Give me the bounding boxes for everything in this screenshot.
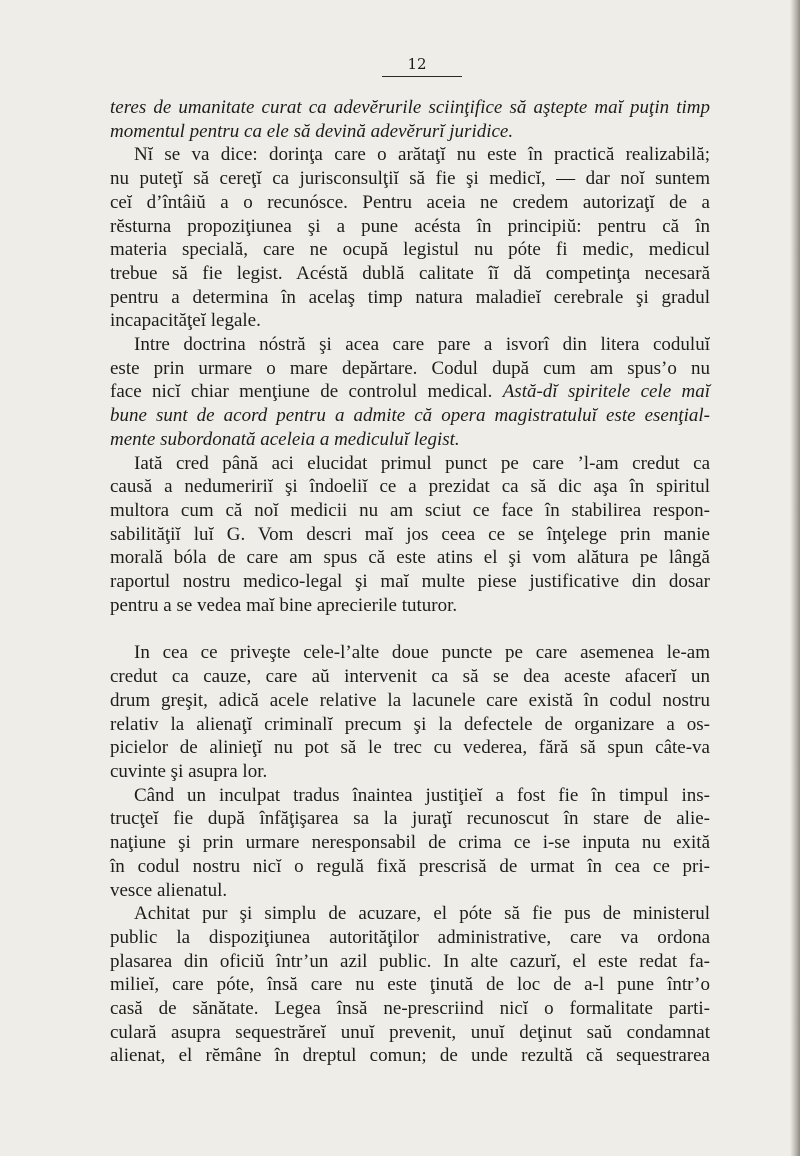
text-line-italic: Astă-dĭ spiritele cele maĭ	[502, 381, 710, 403]
text-line: momentul pentru ca ele să devină adevĕrurĭ juridice.	[110, 120, 514, 142]
text-line: în codul nostru nicĭ o regulă fixă prescrisă de urmat în cea ce pri-	[110, 855, 710, 877]
text-line: raportul nostru medico-legal şi maĭ multe piese justificative din dosar	[110, 571, 710, 593]
text-line: Achitat pur şi simplu de acuzare, el póte să fie pus de ministerul	[134, 903, 710, 925]
page-number: 12	[407, 55, 427, 73]
text-line	[110, 380, 710, 404]
page-edge-shadow	[790, 0, 800, 1156]
paragraph-gap	[110, 617, 710, 641]
text-line: casă de sănătate. Legea însă ne-prescriind nicĭ o formalitate parti-	[110, 998, 710, 1020]
text-line: trucţeĭ fie după înfăţişarea sa la juraţĭ recunoscut în stare de alie-	[110, 808, 710, 830]
text-line: trebue să fie legist. Acéstă dublă calitate îĭ dă competinţa necesară	[110, 262, 710, 284]
text-line: credut ca cauze, care aŭ intervenit ca să se dea aceste afacerĭ un	[110, 666, 710, 688]
text-line: ceĭ d’întâiŭ a o recunósce. Pentru aceia ne credem autorizaţĭ de a	[110, 191, 710, 213]
text-line: incapacităţeĭ legale.	[110, 310, 261, 332]
body-text	[110, 96, 710, 1068]
text-line: materia specială, care ne ocupă legistul nu póte fi medic, medicul	[110, 239, 710, 261]
text-line: teres de umanitate curat ca adevĕrurile sciinţifice să aştepte maĭ puţin timp	[110, 97, 710, 118]
text-line: vesce alienatul.	[110, 879, 228, 901]
text-line: Intre doctrina nóstră şi acea care pare a isvorî din litera coduluĭ	[134, 334, 710, 356]
text-line: cuvinte şi asupra lor.	[110, 760, 268, 782]
text-line: este prin urmare o mare depărtare. Codul după cum am spus’o nu	[110, 357, 710, 379]
text-line: Iată cred până aci elucidat primul punct pe care ’l-am credut ca	[134, 452, 710, 474]
text-line: Când un inculpat tradus înaintea justiţieĭ a fost fie în timpul ins-	[134, 784, 710, 806]
text-line: mente subordonată aceleia a mediculuĭ legist.	[110, 428, 460, 450]
text-line: plasarea din oficiŭ într’un azil public. In alte cazurĭ, el este redat fa-	[110, 950, 710, 972]
header-rule	[382, 76, 462, 77]
text-line: bune sunt de acord pentru a admite că opera magistratuluĭ este esenţial-	[110, 405, 710, 427]
text-line: relativ la alienaţĭ criminalĭ precum şi la defectele de organizare a os-	[110, 713, 710, 735]
text-line: nu puteţĭ să cereţĭ ca jurisconsulţiĭ să fie şi medicĭ, — dar noĭ suntem	[110, 168, 710, 190]
text-line: naţiune şi prin urmare neresponsabil de crima ce i-se inputa nu exită	[110, 832, 710, 854]
text-line: Nĭ se va dice: dorinţa care o arătaţĭ nu este în practică realizabilă;	[134, 144, 710, 166]
text-line: causă a nedumeririĭ şi îndoeliĭ ce a prezidat ca să dic aşa în spiritul	[110, 476, 710, 498]
text-line: milieĭ, care póte, însă care nu este ţinută de loc de a-l pune într’o	[110, 974, 710, 996]
text-line: picielor de alinieţĭ nu pot să le trec cu vederea, fără să spun câte-va	[110, 737, 710, 759]
text-line: sabilităţiĭ luĭ G. Vom descri maĭ jos ceea ce se înţelege prin manie	[110, 523, 710, 545]
text-line: pentru a determina în acelaş timp natura maladieĭ cerebrale şi gradul	[110, 286, 710, 308]
text-line: public la dispoziţiunea autorităţilor administrative, care va ordona	[110, 926, 710, 948]
text-line: pentru a se vedea maĭ bine aprecierile tuturor.	[110, 594, 458, 616]
text-line: drum greşit, adică acele relative la lacunele care există în codul nostru	[110, 689, 710, 711]
text-line: rĕsturna propoziţiunea şi a pune acésta în principiŭ: pentru că în	[110, 215, 710, 237]
text-line: In cea ce priveşte cele-l’alte doue puncte pe care asemenea le-am	[134, 642, 710, 664]
text-line-roman: face nicĭ chiar menţiune de controlul medical.	[110, 381, 503, 403]
text-line: multora cum că noĭ medicii nu am sciut ce face în stabilirea respon-	[110, 499, 710, 521]
text-line: alienat, el rĕmâne în dreptul comun; de unde rezultă că sequestrarea	[110, 1045, 710, 1067]
text-line: morală bóla de care am spus că este atins el şi vom alătura pe lângă	[110, 547, 710, 569]
text-line: culară asupra sequestrăreĭ unuĭ prevenit, unuĭ deţinut saŭ condamnat	[110, 1021, 710, 1043]
